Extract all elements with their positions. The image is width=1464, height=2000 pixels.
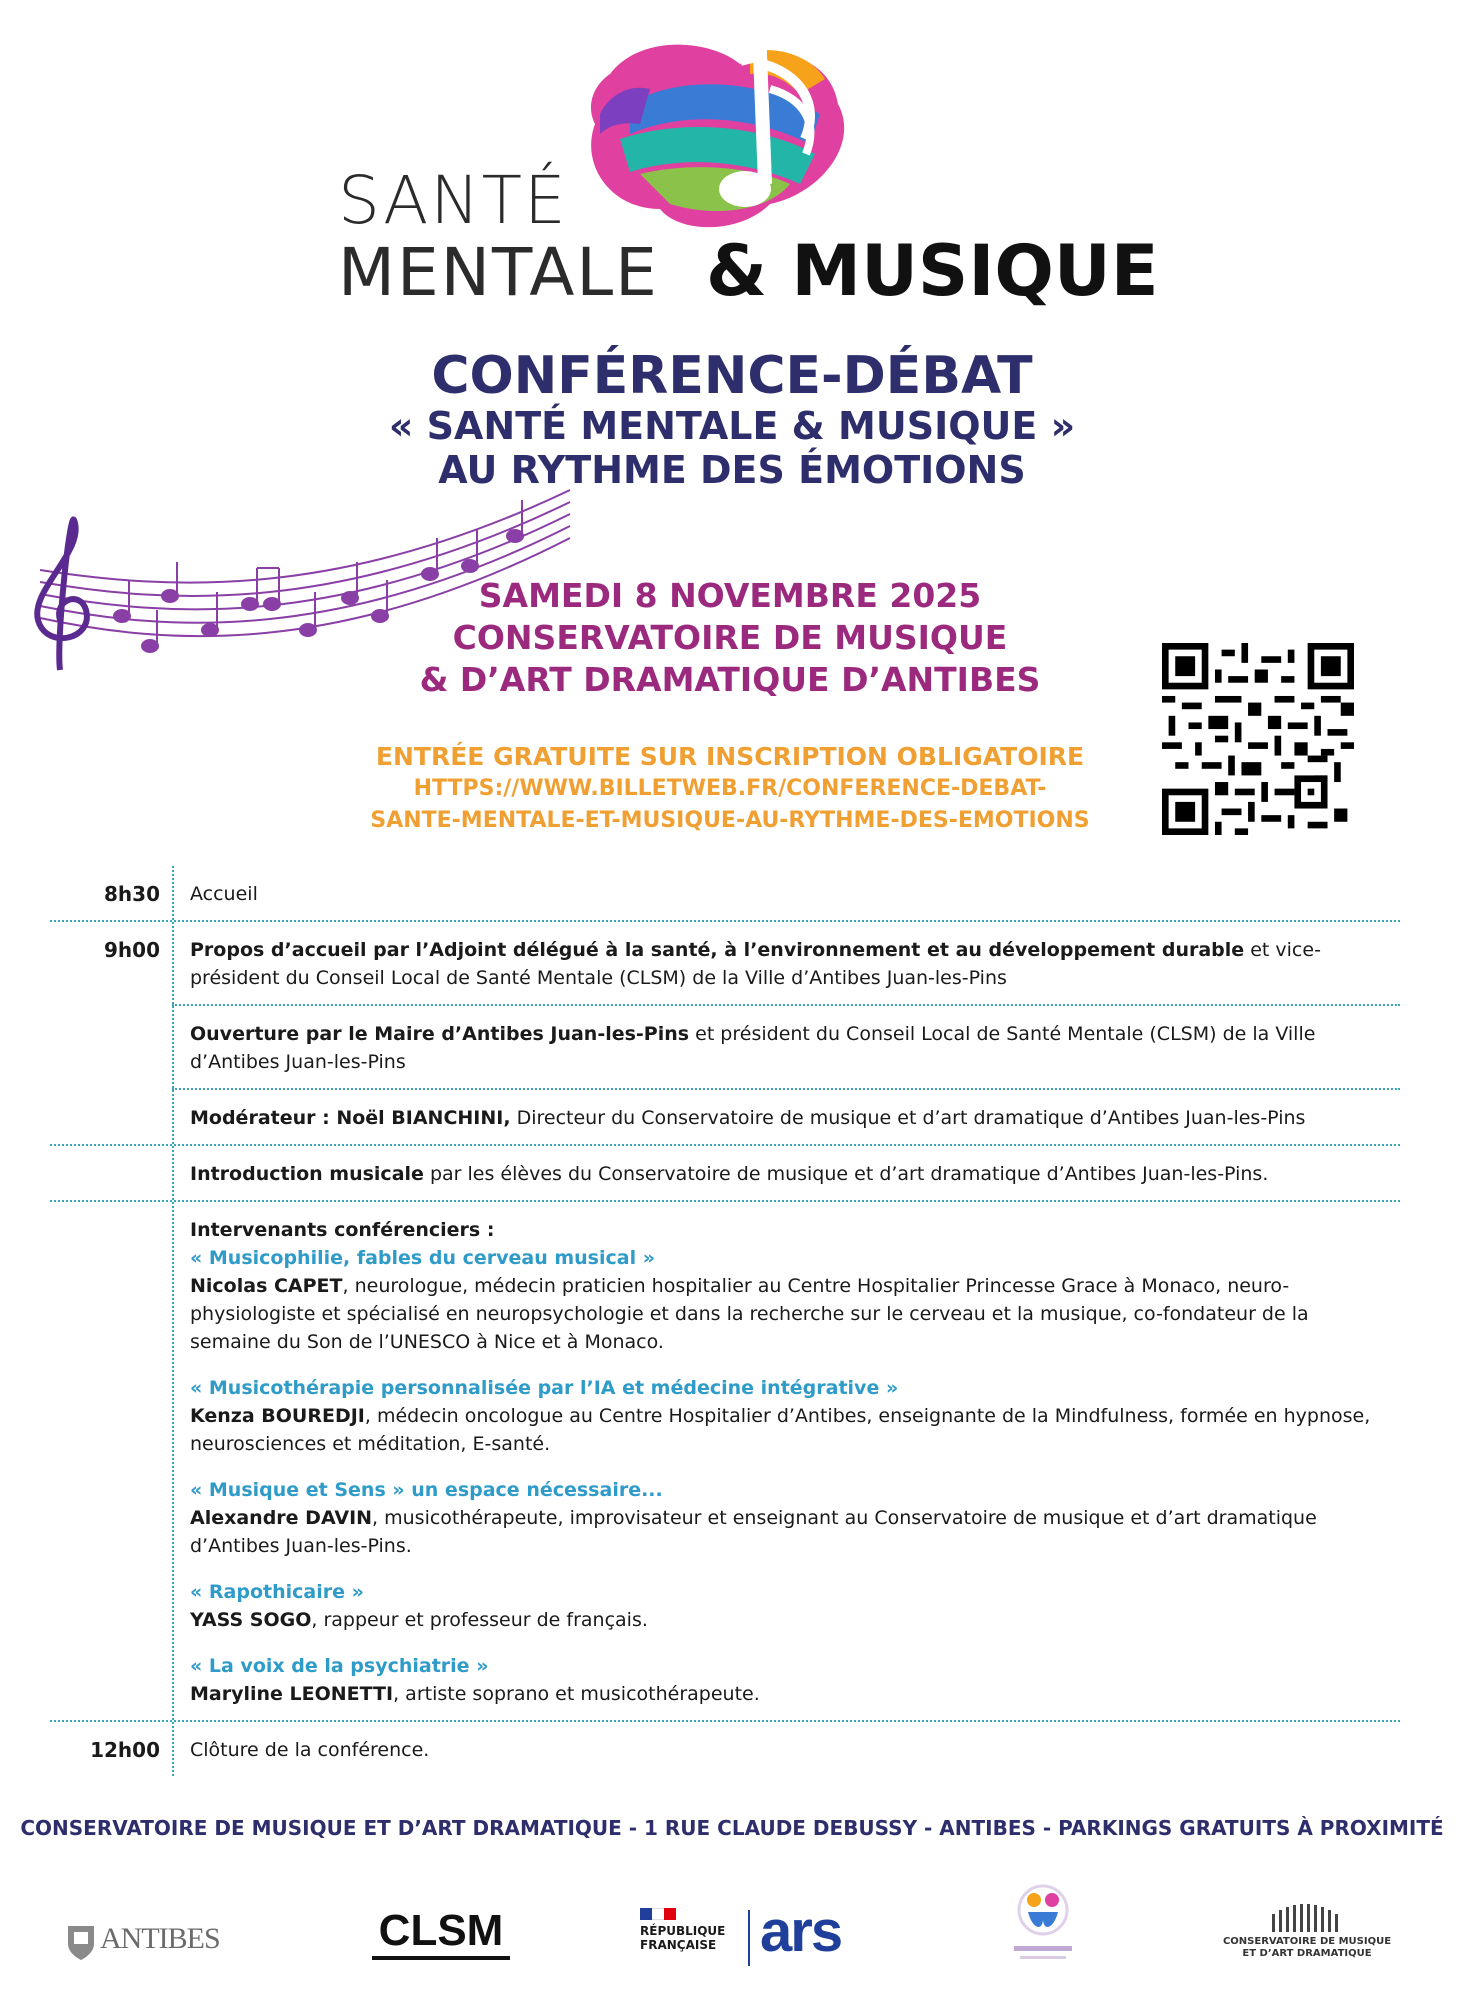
event-venue-line-2: & D’ART DRAMATIQUE D’ANTIBES <box>419 660 1041 699</box>
qr-code[interactable] <box>1162 643 1354 835</box>
row-bold: Introduction musicale <box>190 1163 424 1185</box>
music-brain-logo <box>570 34 890 244</box>
talk-title: « Musicothérapie personnalisée par l’IA et médecine intégrative » <box>190 1377 899 1399</box>
ars-logo <box>748 1899 878 1972</box>
speaker-desc: , neurologue, médecin praticien hospitalier au Centre Hospitalier Princesse Grace à Monaco, neuro-physiologiste et spécialisé en neuropsychologie et dans la recherche sur le cerveau et la musique, co-fondateur de la semaine du Son de l’UNESCO à Nice et à Monaco. <box>190 1275 1309 1353</box>
talk-description <box>190 1272 1388 1356</box>
row-bold: Ouverture par le Maire d’Antibes Juan-les-Pins <box>190 1023 690 1045</box>
row-text <box>172 922 1400 1004</box>
row-plain: Clôture de la conférence. <box>190 1739 430 1761</box>
conservatoire-building-icon <box>1252 1902 1362 1932</box>
row-text <box>172 866 1400 920</box>
talk-item <box>190 1476 1388 1560</box>
conservatoire-logo <box>1222 1902 1392 1968</box>
registration-note: ENTRÉE GRATUITE SUR INSCRIPTION OBLIGATOIRE <box>375 742 1085 771</box>
french-flag-icon <box>640 1908 676 1920</box>
conference-title: CONFÉRENCE-DÉBAT <box>431 346 1033 406</box>
rf-logo-text: RÉPUBLIQUE FRANÇAISE <box>640 1924 726 1952</box>
speaker-name: Maryline LEONETTI <box>190 1683 394 1705</box>
time-8h30: 8h30 <box>104 882 160 906</box>
talk-item <box>190 1374 1388 1458</box>
row-text <box>172 1722 1400 1776</box>
talk-item <box>190 1244 1388 1356</box>
talk-description <box>190 1606 1388 1634</box>
talk-title: « Musicophilie, fables du cerveau musical » <box>190 1247 655 1269</box>
row-plain: Accueil <box>190 883 258 905</box>
talk-description <box>190 1504 1388 1560</box>
talk-description <box>190 1402 1388 1458</box>
programme-row-accueil <box>50 866 1400 922</box>
footer-address: CONSERVATOIRE DE MUSIQUE ET D’ART DRAMATIQUE - 1 RUE CLAUDE DEBUSSY - ANTIBES - PARKINGS GRATUITS À PROXIMITÉ <box>20 1816 1444 1840</box>
clsm-underline <box>372 1956 510 1960</box>
title-sante: SANTÉ <box>338 162 568 239</box>
speaker-name: YASS SOGO <box>190 1609 312 1631</box>
programme-row-cloture <box>50 1722 1400 1776</box>
speaker-name: Alexandre DAVIN <box>190 1507 373 1529</box>
antibes-logo-text: ANTIBES <box>100 1922 220 1955</box>
row-text <box>172 1090 1400 1144</box>
conference-subtitle-2: AU RYTHME DES ÉMOTIONS <box>438 448 1026 492</box>
speaker-name: Nicolas CAPET <box>190 1275 343 1297</box>
title-musique: & MUSIQUE <box>706 230 1159 312</box>
groupe-hospitalier-logo <box>1000 1880 1086 1970</box>
speaker-desc: , médecin oncologue au Centre Hospitalier d’Antibes, enseignante de la Mindfulness, formée en hypnose, neurosciences et méditation, E-santé. <box>190 1405 1371 1455</box>
programme-table <box>50 866 1400 1776</box>
talk-item <box>190 1578 1388 1634</box>
talk-title: « La voix de la psychiatrie » <box>190 1655 489 1677</box>
conference-subtitle-1: « SANTÉ MENTALE & MUSIQUE » <box>388 404 1076 448</box>
talk-title: « Rapothicaire » <box>190 1581 364 1603</box>
event-venue-line-1: CONSERVATOIRE DE MUSIQUE <box>452 618 1008 657</box>
row-bold: Propos d’accueil par l’Adjoint délégué à la santé, à l’environnement et au développement durable <box>190 939 1245 961</box>
speaker-name: Kenza BOUREDJI <box>190 1405 365 1427</box>
speaker-desc: , artiste soprano et musicothérapeute. <box>393 1683 760 1705</box>
talk-title: « Musique et Sens » un espace nécessaire... <box>190 1479 663 1501</box>
antibes-logo <box>66 1918 236 1968</box>
speaker-desc: , musicothérapeute, improvisateur et enseignant au Conservatoire de musique et d’art dramatique d’Antibes Juan-les-Pins. <box>190 1507 1317 1557</box>
programme-row-moderateur <box>50 1090 1400 1146</box>
clsm-logo <box>366 1906 516 1976</box>
conservatoire-logo-text: CONSERVATOIRE DE MUSIQUE ET D’ART DRAMATIQUE <box>1222 1936 1392 1959</box>
time-empty <box>50 1146 172 1200</box>
clsm-logo-text: CLSM <box>378 1906 504 1955</box>
row-text <box>172 1006 1400 1088</box>
speakers-heading: Intervenants conférenciers : <box>190 1219 495 1241</box>
time-9h00: 9h00 <box>104 938 160 962</box>
republique-francaise-logo <box>640 1908 730 1968</box>
row-plain: et vice-président du Conseil Local de Santé Mentale (CLSM) de la Ville d’Antibes Juan-les-Pins <box>190 939 1321 989</box>
row-plain: par les élèves du Conservatoire de musique et d’art dramatique d’Antibes Juan-les-Pins. <box>423 1163 1269 1185</box>
title-mentale: MENTALE <box>338 234 659 311</box>
row-text <box>172 1146 1400 1200</box>
programme-row-propos <box>104 922 1400 1006</box>
event-date: SAMEDI 8 NOVEMBRE 2025 <box>478 576 982 615</box>
ars-divider <box>748 1910 750 1966</box>
time-empty <box>50 1090 172 1144</box>
speakers-block <box>172 1202 1400 1720</box>
ars-logo-text: ars <box>760 1899 842 1964</box>
registration-url-line-1[interactable]: HTTPS://WWW.BILLETWEB.FR/CONFERENCE-DEBAT- <box>413 776 1047 801</box>
row-bold: Modérateur : Noël BIANCHINI, <box>190 1107 511 1129</box>
talk-item <box>190 1652 1388 1708</box>
time-12h00: 12h00 <box>90 1738 160 1762</box>
row-plain: et président du Conseil Local de Santé Mentale (CLSM) de la Ville d’Antibes Juan-les-Pins <box>190 1023 1316 1073</box>
speaker-desc: , rappeur et professeur de français. <box>311 1609 648 1631</box>
time-empty <box>50 1202 172 1720</box>
programme-row-ouverture <box>172 1006 1400 1090</box>
programme-row-introduction <box>50 1146 1400 1202</box>
antibes-crest-icon <box>66 1922 96 1962</box>
registration-url-line-2[interactable]: SANTE-MENTALE-ET-MUSIQUE-AU-RYTHME-DES-EMOTIONS <box>370 808 1090 833</box>
talk-description <box>190 1680 1388 1708</box>
programme-row-intervenants <box>50 1202 1400 1722</box>
row-plain: Directeur du Conservatoire de musique et d’art dramatique d’Antibes Juan-les-Pins <box>510 1107 1306 1129</box>
